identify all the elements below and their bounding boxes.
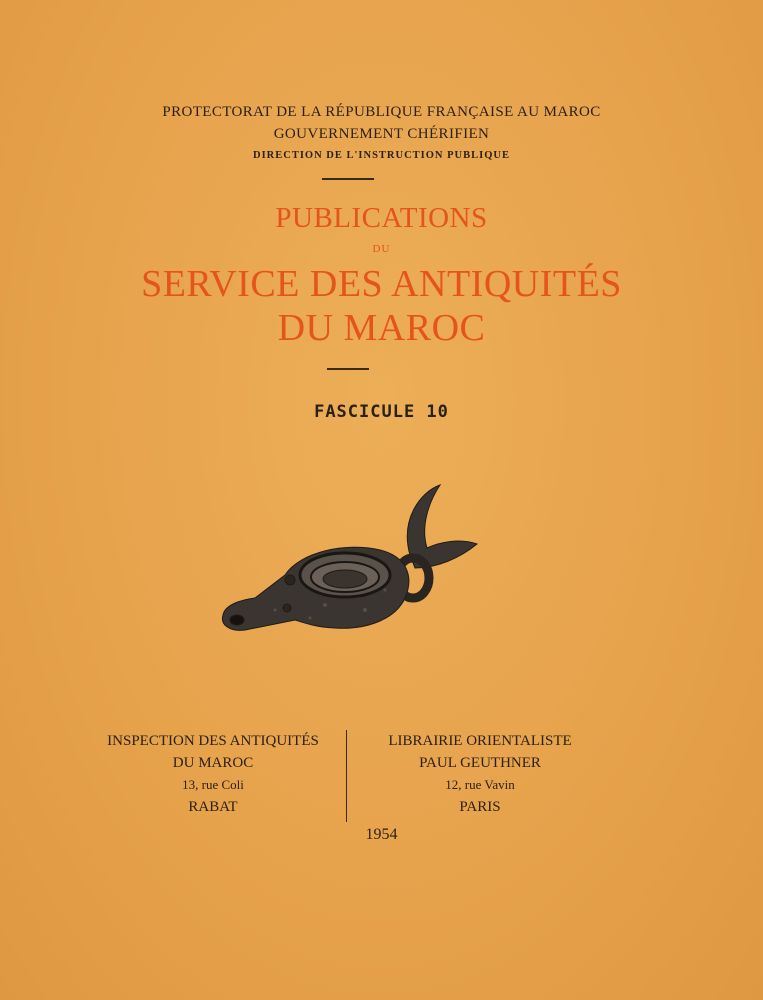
divider-top [322, 178, 374, 180]
publisher-rabat-line1: INSPECTION DES ANTIQUITÉS [107, 733, 319, 749]
publisher-rabat-city: RABAT [188, 799, 238, 815]
title-service: SERVICE DES ANTIQUITÉS [141, 263, 622, 305]
publisher-paris-line2: PAUL GEUTHNER [419, 755, 541, 771]
publisher-paris-line1: LIBRAIRIE ORIENTALISTE [388, 733, 572, 749]
title-publications: PUBLICATIONS [275, 202, 488, 234]
divider-middle [327, 368, 369, 370]
publisher-rabat-line2: DU MAROC [172, 755, 254, 771]
fascicule-number: FASCICULE 10 [314, 402, 449, 422]
header-line-direction: DIRECTION DE L'INSTRUCTION PUBLIQUE [252, 150, 510, 161]
oil-lamp-illustration [215, 480, 480, 655]
publication-year: 1954 [365, 826, 398, 843]
publisher-rabat [63, 730, 363, 818]
header-line-protectorat: PROTECTORAT DE LA RÉPUBLIQUE FRANÇAISE AU MAROC [162, 104, 601, 120]
header-line-gouvernement: GOUVERNEMENT CHÉRIFIEN [273, 126, 490, 142]
publisher-paris [330, 730, 630, 818]
title-du: DU [372, 243, 391, 255]
publisher-paris-city: PARIS [459, 799, 501, 815]
publisher-rabat-address: 13, rue Coli [182, 777, 244, 792]
publisher-paris-address: 12, rue Vavin [445, 777, 515, 792]
title-du-maroc: DU MAROC [277, 307, 486, 349]
